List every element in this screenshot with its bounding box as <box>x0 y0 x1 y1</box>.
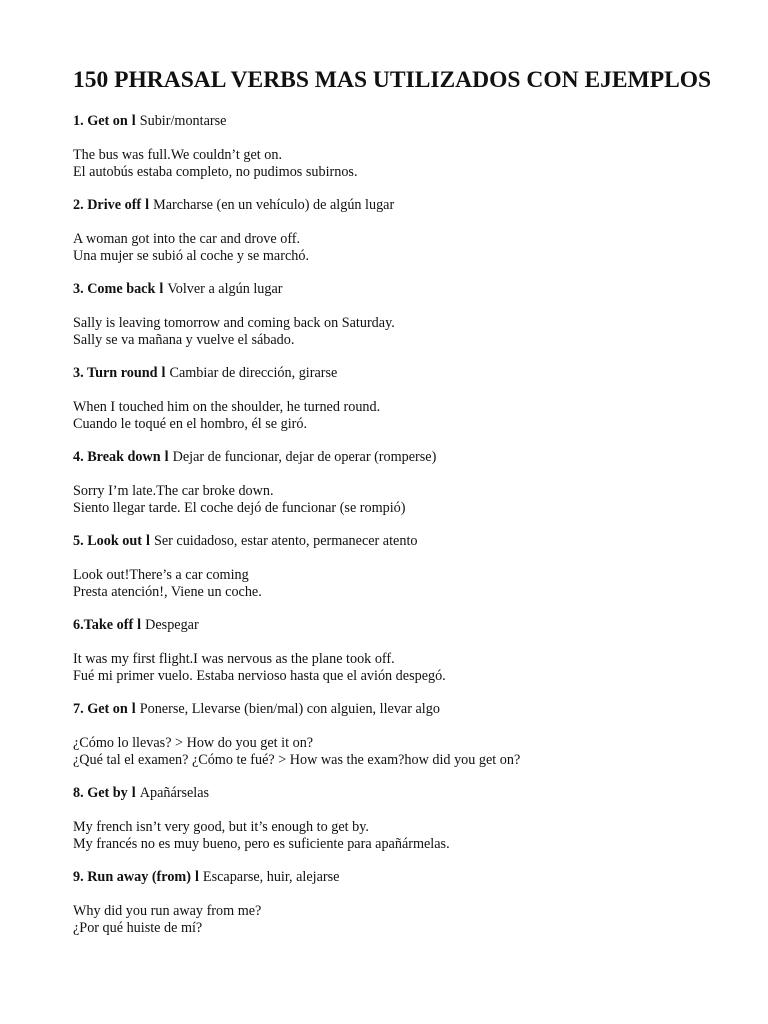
example-spanish: ¿Qué tal el examen? ¿Cómo te fué? > How was the exam?how did you get on? <box>73 752 521 768</box>
example-english: It was my first flight.I was nervous as the plane took off. <box>73 651 395 667</box>
example-spanish: Fué mi primer vuelo. Estaba nervioso hasta que el avión despegó. <box>73 668 446 684</box>
phrasal-verb-entry <box>73 197 728 281</box>
example-spanish: ¿Por qué huiste de mí? <box>73 920 203 936</box>
entry-heading <box>73 533 728 550</box>
entry-heading <box>73 785 728 802</box>
verb-text: Break down <box>87 449 161 465</box>
verb-label <box>73 365 158 381</box>
entry-number: 3. <box>73 365 84 381</box>
phrasal-verb-entry <box>73 533 728 617</box>
separator-bar: l <box>131 785 136 801</box>
verb-text: Get by <box>87 785 128 801</box>
entry-number: 2. <box>73 197 84 213</box>
entry-number: 9. <box>73 869 84 885</box>
entry-spacer <box>73 601 728 617</box>
verb-label <box>73 197 141 213</box>
separator-bar: l <box>159 281 164 297</box>
entry-heading <box>73 281 728 298</box>
separator-bar: l <box>137 617 142 633</box>
verb-meaning: Cambiar de dirección, girarse <box>169 365 338 381</box>
example-spanish: Sally se va mañana y vuelve el sábado. <box>73 332 295 348</box>
separator-bar: l <box>145 197 150 213</box>
document-title: 150 PHRASAL VERBS MAS UTILIZADOS CON EJEMPLOS <box>73 67 712 93</box>
verb-meaning: Marcharse (en un vehículo) de algún lugar <box>153 197 395 213</box>
entry-spacer <box>73 769 728 785</box>
entry-spacer <box>73 853 728 869</box>
verb-label <box>73 617 133 633</box>
example-spanish: Siento llegar tarde. El coche dejó de funcionar (se rompió) <box>73 500 406 516</box>
entry-spacer <box>73 349 728 365</box>
example-spanish: Una mujer se subió al coche y se marchó. <box>73 248 309 264</box>
separator-bar: l <box>131 113 136 129</box>
phrasal-verb-entry <box>73 113 728 197</box>
entry-number: 3. <box>73 281 84 297</box>
example-spanish: Cuando le toqué en el hombro, él se giró. <box>73 416 308 432</box>
verb-text: Get on <box>87 113 128 129</box>
verb-label <box>73 701 128 717</box>
entry-number: 6. <box>73 617 84 633</box>
phrasal-verb-entry <box>73 365 728 449</box>
verb-text: Drive off <box>87 197 142 213</box>
verb-meaning: Volver a algún lugar <box>167 281 283 297</box>
phrasal-verb-entry <box>73 281 728 365</box>
phrasal-verb-entry <box>73 449 728 533</box>
phrasal-verb-entry <box>73 869 728 953</box>
verb-meaning: Ser cuidadoso, estar atento, permanecer atento <box>153 533 418 549</box>
verb-label <box>73 785 128 801</box>
example-english: Sally is leaving tomorrow and coming back on Saturday. <box>73 315 395 331</box>
verb-meaning: Apañárselas <box>139 785 210 801</box>
example-english: A woman got into the car and drove off. <box>73 231 301 247</box>
example-english: My french isn’t very good, but it’s enough to get by. <box>73 819 369 835</box>
entry-spacer <box>73 937 728 953</box>
example-english: Look out!There’s a car coming <box>73 567 249 583</box>
example-english: When I touched him on the shoulder, he turned round. <box>73 399 381 415</box>
verb-label <box>73 281 155 297</box>
entry-spacer <box>73 433 728 449</box>
entry-heading <box>73 113 728 130</box>
entry-heading <box>73 365 728 382</box>
verb-label <box>73 869 191 885</box>
example-english: Sorry I’m late.The car broke down. <box>73 483 274 499</box>
entry-list <box>73 113 728 953</box>
verb-meaning: Dejar de funcionar, dejar de operar (romperse) <box>172 449 437 465</box>
verb-meaning: Subir/montarse <box>139 113 227 129</box>
entry-spacer <box>73 685 728 701</box>
verb-label <box>73 113 128 129</box>
entry-number: 8. <box>73 785 84 801</box>
verb-label <box>73 449 161 465</box>
entry-heading <box>73 701 728 718</box>
entry-number: 4. <box>73 449 84 465</box>
separator-bar: l <box>164 449 169 465</box>
verb-meaning: Ponerse, Llevarse (bien/mal) con alguien, llevar algo <box>139 701 440 717</box>
example-english: The bus was full.We couldn’t get on. <box>73 147 283 163</box>
verb-text: Get on <box>87 701 128 717</box>
entry-spacer <box>73 517 728 533</box>
separator-bar: l <box>145 533 150 549</box>
entry-number: 7. <box>73 701 84 717</box>
separator-bar: l <box>131 701 136 717</box>
phrasal-verb-entry <box>73 617 728 701</box>
verb-label <box>73 533 142 549</box>
entry-heading <box>73 449 728 466</box>
entry-number: 1. <box>73 113 84 129</box>
separator-bar: l <box>161 365 166 381</box>
verb-text: Look out <box>87 533 142 549</box>
entry-number: 5. <box>73 533 84 549</box>
entry-heading <box>73 197 728 214</box>
entry-heading <box>73 869 728 886</box>
verb-text: Turn round <box>86 365 158 381</box>
verb-text: Take off <box>83 617 134 633</box>
verb-text: Come back <box>87 281 156 297</box>
example-english: ¿Cómo lo llevas? > How do you get it on? <box>73 735 314 751</box>
example-english: Why did you run away from me? <box>73 903 262 919</box>
verb-meaning: Despegar <box>145 617 199 633</box>
example-spanish: My francés no es muy bueno, pero es suficiente para apañármelas. <box>73 836 450 852</box>
example-spanish: Presta atención!, Viene un coche. <box>73 584 262 600</box>
entry-spacer <box>73 265 728 281</box>
verb-text: Run away (from) <box>87 869 191 885</box>
entry-spacer <box>73 181 728 197</box>
verb-meaning: Escaparse, huir, alejarse <box>202 869 340 885</box>
entry-heading <box>73 617 728 634</box>
phrasal-verb-entry <box>73 785 728 869</box>
phrasal-verb-entry <box>73 701 728 785</box>
example-spanish: El autobús estaba completo, no pudimos subirnos. <box>73 164 358 180</box>
separator-bar: l <box>194 869 199 885</box>
